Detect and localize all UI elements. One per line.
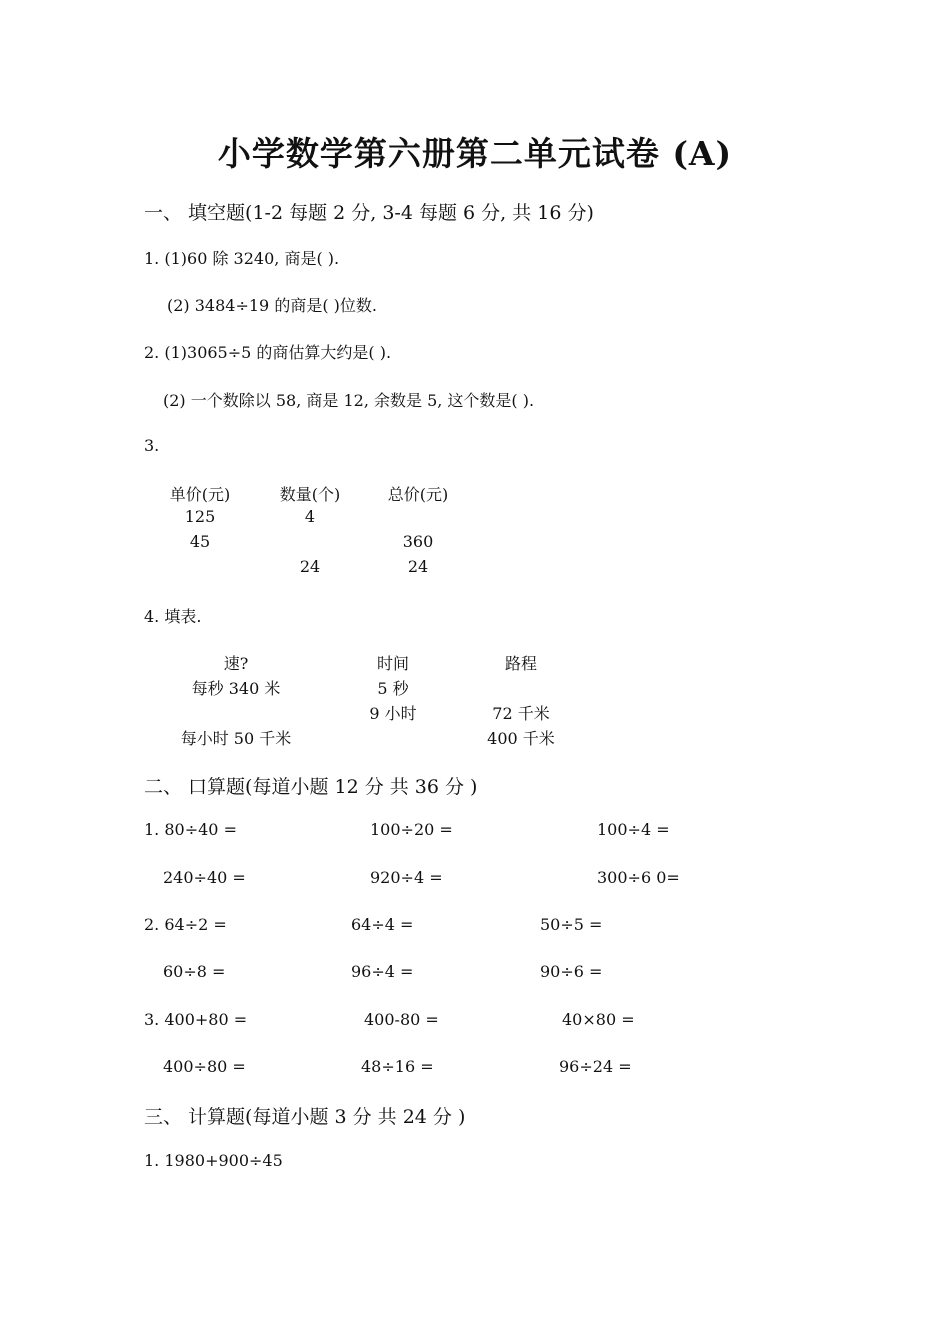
question-2-part-1: 2. (1)3065÷5 的商估算大约是( ). [144, 343, 392, 362]
math-item: 300÷6 0= [597, 868, 680, 887]
math-item: 2. 64÷2 = [144, 915, 227, 934]
speed-table-cell: 400 千米 [487, 729, 555, 748]
speed-table-cell: 72 千米 [492, 704, 550, 723]
question-1-part-1: 1. (1)60 除 3240, 商是( ). [144, 249, 340, 268]
math-item: 64÷4 = [351, 915, 414, 934]
calculation-item: 1. 1980+900÷45 [144, 1151, 283, 1170]
math-item: 400÷80 = [163, 1057, 246, 1076]
math-item: 60÷8 = [163, 962, 226, 981]
price-table-cell: 24 [407, 557, 429, 576]
math-item: 96÷4 = [351, 962, 414, 981]
question-3-label: 3. [144, 436, 160, 455]
speed-table-cell: 9 小时 [369, 704, 417, 723]
section-2-heading: 二、 口算题(每道小题 12 分 共 36 分 ) [144, 776, 478, 798]
math-item: 100÷20 = [370, 820, 453, 839]
price-table-header: 总价(元) [387, 485, 449, 504]
price-table-cell: 45 [189, 532, 211, 551]
speed-table-header: 速? [223, 654, 249, 673]
question-4-label: 4. 填表. [144, 607, 202, 626]
speed-table-header: 时间 [376, 654, 409, 673]
math-item: 50÷5 = [540, 915, 603, 934]
math-item: 90÷6 = [540, 962, 603, 981]
section-1-heading: 一、 填空题(1-2 每题 2 分, 3-4 每题 6 分, 共 16 分) [144, 202, 594, 224]
section-3-heading: 三、 计算题(每道小题 3 分 共 24 分 ) [144, 1106, 466, 1128]
question-1-part-2: (2) 3484÷19 的商是( )位数. [167, 296, 377, 315]
speed-table-cell: 每小时 50 千米 [180, 729, 292, 748]
price-table-cell: 125 [184, 507, 216, 526]
price-table-cell: 360 [402, 532, 434, 551]
speed-table-cell: 每秒 340 米 [191, 679, 281, 698]
math-item: 400-80 = [364, 1010, 439, 1029]
question-2-part-2: (2) 一个数除以 58, 商是 12, 余数是 5, 这个数是( ). [163, 391, 535, 410]
price-table-cell: 4 [304, 507, 316, 526]
speed-table-header: 路程 [504, 654, 537, 673]
math-item: 920÷4 = [370, 868, 443, 887]
math-item: 3. 400+80 = [144, 1010, 248, 1029]
math-item: 48÷16 = [361, 1057, 434, 1076]
speed-table-cell: 5 秒 [377, 679, 409, 698]
price-table-cell: 24 [299, 557, 321, 576]
math-item: 1. 80÷40 = [144, 820, 237, 839]
page-title: 小学数学第六册第二单元试卷 (A) [217, 134, 733, 173]
math-item: 40×80 = [562, 1010, 635, 1029]
price-table-header: 数量(个) [279, 485, 341, 504]
math-item: 240÷40 = [163, 868, 246, 887]
math-item: 96÷24 = [559, 1057, 632, 1076]
math-item: 100÷4 = [597, 820, 670, 839]
price-table-header: 单价(元) [169, 485, 231, 504]
